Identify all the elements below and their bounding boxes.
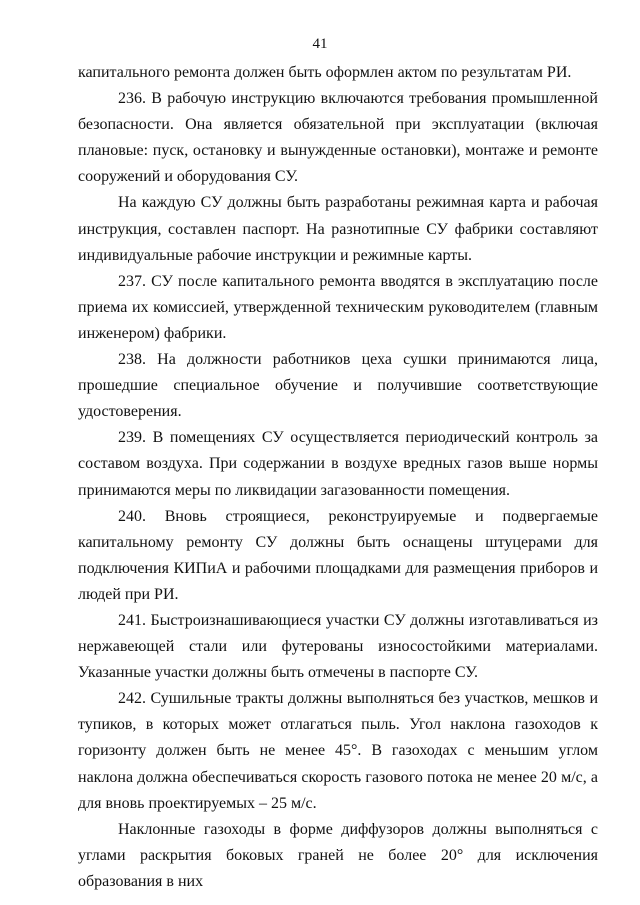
- paragraph-242-diffusers: Наклонные газоходы в форме диффузоров должны выполняться с углами раскрытия боковых граней не более 20° для исключения образования в них: [78, 820, 598, 890]
- paragraph-237: 237. СУ после капитального ремонта вводятся в эксплуатацию после приема их комиссией, утвержденной техническим руководителем (главным инженером) фабрики.: [78, 272, 598, 342]
- paragraph-236: 236. В рабочую инструкцию включаются требования промышленной безопасности. Она является обязательной при эксплуатации (включая плановые: пуск, остановку и вынужденные остановки), монтаже и ремонте сооружений и оборудования СУ.: [78, 90, 598, 186]
- paragraph-239: 239. В помещениях СУ осуществляется периодический контроль за составом воздуха. При содержании в воздухе вредных газов выше нормы принимаются меры по ликвидации загазованности помещения.: [78, 429, 598, 499]
- page-number: 41: [312, 36, 328, 52]
- paragraph-continuation: капитального ремонта должен быть оформлен актом по результатам РИ.: [78, 64, 572, 81]
- paragraph-238: 238. На должности работников цеха сушки принимаются лица, прошедшие специальное обучение и получившие соответствующие удостоверения.: [78, 351, 598, 421]
- body-text: [78, 60, 598, 895]
- paragraph-242: 242. Сушильные тракты должны выполняться без участков, мешков и тупиков, в которых может отлагаться пыль. Угол наклона газоходов к горизонту должен быть не менее 45°. В газоходах с меньшим углом наклона должна обеспечиваться скорость газового потока не менее 20 м/с, а для вновь проектируемых – 25 м/с.: [78, 690, 598, 812]
- paragraph-240: 240. Вновь строящиеся, реконструируемые и подвергаемые капитальному ремонту СУ должны быть оснащены штуцерами для подключения КИПиА и рабочими площадками для размещения приборов и людей при РИ.: [78, 507, 598, 603]
- paragraph-236-passport: На каждую СУ должны быть разработаны режимная карта и рабочая инструкция, составлен паспорт. На разнотипные СУ фабрики составляют индивидуальные рабочие инструкции и режимные карты.: [78, 194, 598, 264]
- paragraph-241: 241. Быстроизнашивающиеся участки СУ должны изготавливаться из нержавеющей стали или футерованы износостойкими материалами. Указанные участки должны быть отмечены в паспорте СУ.: [78, 611, 598, 682]
